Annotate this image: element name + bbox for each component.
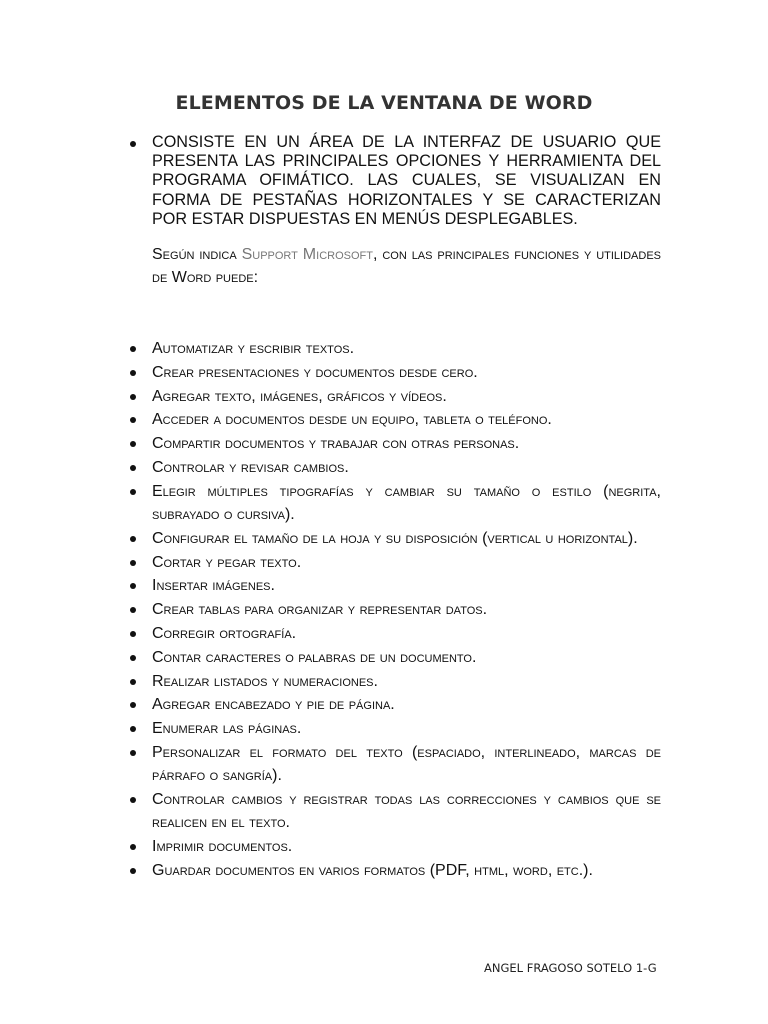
list-item-text: Imprimir documentos. [152,838,293,856]
list-item [0,361,661,384]
list-item [0,574,661,597]
bullet-icon [130,141,136,147]
support-microsoft-link[interactable]: Support Microsoft [241,246,373,264]
list-item-text: Insertar imágenes. [152,577,275,595]
list-item-text: Enumerar las páginas. [152,720,302,738]
features-list [0,337,661,883]
list-item [0,835,661,858]
bullet-icon [130,655,136,661]
bullet-icon [130,868,136,874]
intro-item [0,133,661,289]
list-item [0,622,661,645]
list-item [0,717,661,740]
list-item [0,337,661,360]
bullet-icon [130,583,136,589]
bullet-icon [130,679,136,685]
bullet-icon [130,631,136,637]
list-item [0,551,661,574]
list-item [0,741,661,788]
list-item [0,598,661,621]
page-title: ELEMENTOS DE LA VENTANA DE WORD [175,92,593,114]
bullet-icon [130,370,136,376]
list-item [0,646,661,669]
bullet-icon [130,441,136,447]
list-item-text: Acceder a documentos desde un equipo, tableta o teléfono. [152,411,552,429]
list-item [0,385,661,408]
bullet-icon [130,489,136,495]
list-item-text: Crear presentaciones y documentos desde cero. [152,363,478,381]
bullet-icon [130,417,136,423]
bullet-icon [130,394,136,400]
bullet-icon [130,607,136,613]
bullet-icon [130,844,136,850]
list-item [0,408,661,431]
bullet-icon [130,750,136,756]
list-item-text: Personalizar el formato del texto (espaciado, interlineado, marcas de párrafo o sangría). [152,744,661,785]
list-item [0,480,661,527]
bullet-icon [130,346,136,352]
list-item [0,693,661,716]
list-item-text: Agregar encabezado y pie de página. [152,696,395,714]
bullet-icon [130,726,136,732]
list-item-text: Controlar cambios y registrar todas las correcciones y cambios que se realicen en el texto. [152,791,661,832]
intro-list [0,133,661,289]
bullet-icon [130,797,136,803]
bullet-icon [130,465,136,471]
list-item [0,788,661,835]
list-item [0,670,661,693]
source-paragraph [152,243,661,289]
source-text-before: Según indica [152,246,242,264]
intro-paragraph: CONSISTE EN UN ÁREA DE LA INTERFAZ DE USUARIO QUE PRESENTA LAS PRINCIPALES OPCIONES Y HERRAMIENTA DEL PROGRAMA OFIMÁTICO. LAS CUALES, SE VISUALIZAN EN FORMA DE PESTAÑAS HORIZONTALES Y SE CARACTERIZAN POR ESTAR DISPUESTAS EN MENÚS DESPLEGABLES. [152,133,661,228]
list-item-text: Configurar el tamaño de la hoja y su disposición (vertical u horizontal). [152,529,638,547]
list-item-text: Controlar y revisar cambios. [152,458,349,476]
list-item-text: Elegir múltiples tipografías y cambiar su tamaño o estilo (negrita, subrayado o cursiva). [152,482,661,524]
bullet-icon [130,560,136,566]
list-item-text: Contar caracteres o palabras de un documento. [152,648,477,666]
list-item-text: Corregir ortografía. [152,625,297,643]
bullet-icon [130,702,136,708]
list-item [0,859,661,882]
list-item-text: Cortar y pegar texto. [152,553,302,571]
list-item-text: Automatizar y escribir textos. [152,340,355,357]
list-item [0,527,661,550]
list-item-text: Compartir documentos y trabajar con otras personas. [152,435,520,453]
list-item-text: Realizar listados y numeraciones. [152,672,378,690]
source-text-after: , con las principales funciones y utilidades de Word puede: [152,246,661,287]
list-item-text: Crear tablas para organizar y representar datos. [152,601,488,619]
bullet-icon [130,536,136,542]
list-item [0,456,661,479]
list-item-text: Guardar documentos en varios formatos (PDF, html, word, etc.). [152,862,593,880]
list-item-text: Agregar texto, imágenes, gráficos y vídeos. [152,387,447,405]
author-footer: ANGEL FRAGOSO SOTELO 1-G [484,961,657,975]
list-item [0,432,661,455]
